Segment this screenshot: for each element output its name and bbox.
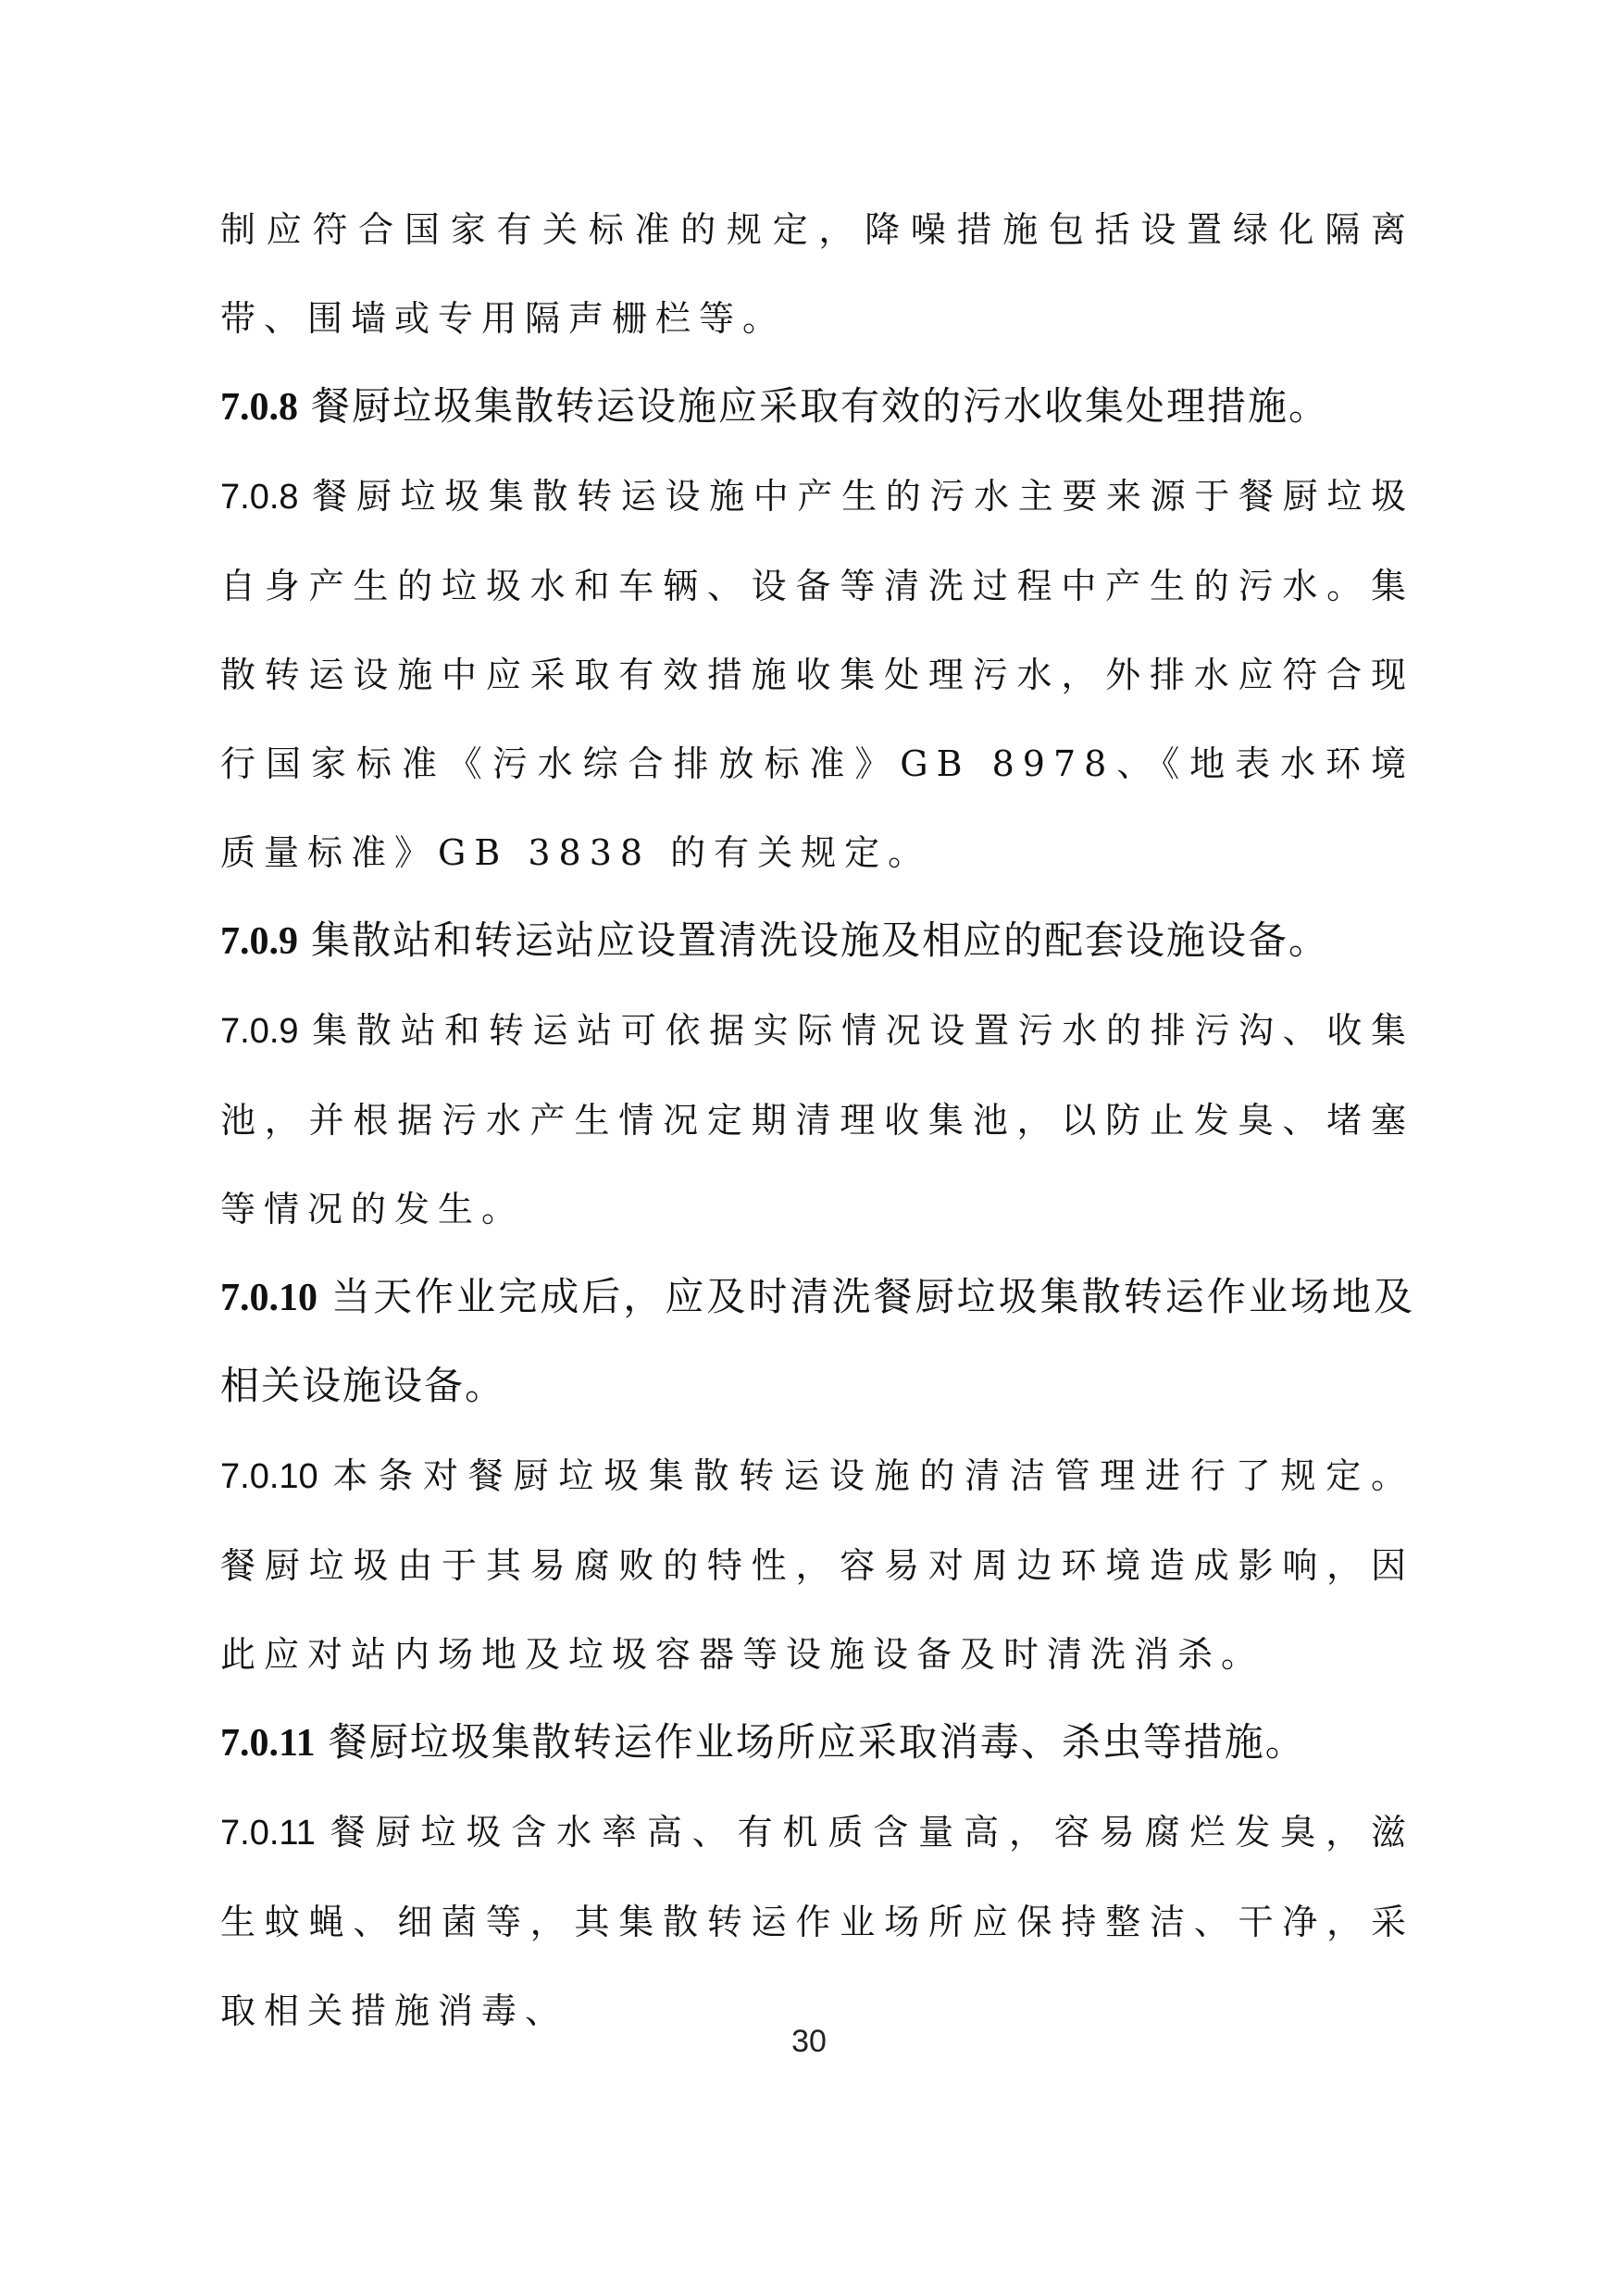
explanation-number: 7.0.8 [220, 478, 299, 517]
explanation-number: 7.0.9 [220, 1012, 299, 1051]
clause-text: 餐厨垃圾集散转运作业场所应采取消毒、杀虫等措施。 [328, 1722, 1306, 1765]
explanation-7-0-9 [220, 986, 1414, 1254]
paragraph-text: 制应符合国家有关标准的规定，降噪措施包括设置绿化隔离带、围墙或专用隔声栅栏等。 [220, 209, 1414, 339]
explanation-number: 7.0.10 [220, 1457, 318, 1496]
clause-number: 7.0.9 [220, 920, 298, 963]
clause-7-0-11 [220, 1699, 1414, 1788]
page-body [220, 185, 1414, 2055]
clause-number: 7.0.10 [220, 1277, 317, 1319]
explanation-paragraph-continued [220, 185, 1414, 363]
page-number: 30 [791, 2024, 827, 2059]
explanation-7-0-11 [220, 1788, 1414, 2055]
clause-7-0-9 [220, 897, 1414, 986]
explanation-text: 餐厨垃圾含水率高、有机质含量高，容易腐烂发臭，滋生蚊蝇、细菌等，其集散转运作业场所应保持整洁、干净，采取相关措施消毒、 [220, 1812, 1414, 2031]
clause-number: 7.0.8 [220, 386, 298, 429]
explanation-text: 餐厨垃圾集散转运设施中产生的污水主要来源于餐厨垃圾自身产生的垃圾水和车辆、设备等清洗过程中产生的污水。集散转运设施中应采取有效措施收集处理污水，外排水应符合现行国家标准《污水综合排放标准》GB 8978、《地表水环境质量标准》GB 3838 的有关规定。 [220, 476, 1414, 873]
clause-7-0-8 [220, 363, 1414, 452]
explanation-text: 本条对餐厨垃圾集散转运设施的清洁管理进行了规定。餐厨垃圾由于其易腐败的特性，容易对周边环境造成影响，因此应对站内场地及垃圾容器等设施设备及时清洗消杀。 [220, 1455, 1414, 1675]
clause-text: 集散站和转运站应设置清洗设施及相应的配套设施设备。 [311, 920, 1330, 963]
clause-text: 当天作业完成后，应及时清洗餐厨垃圾集散转运作业场地及相关设施设备。 [220, 1277, 1414, 1408]
explanation-7-0-8 [220, 452, 1414, 897]
clause-text: 餐厨垃圾集散转运设施应采取有效的污水收集处理措施。 [311, 386, 1330, 429]
clause-7-0-10 [220, 1254, 1414, 1431]
explanation-number: 7.0.11 [220, 1814, 316, 1853]
clause-number: 7.0.11 [220, 1722, 316, 1765]
explanation-7-0-10 [220, 1431, 1414, 1699]
explanation-text: 集散站和转运站可依据实际情况设置污水的排污沟、收集池，并根据污水产生情况定期清理收集池，以防止发臭、堵塞等情况的发生。 [220, 1010, 1414, 1229]
